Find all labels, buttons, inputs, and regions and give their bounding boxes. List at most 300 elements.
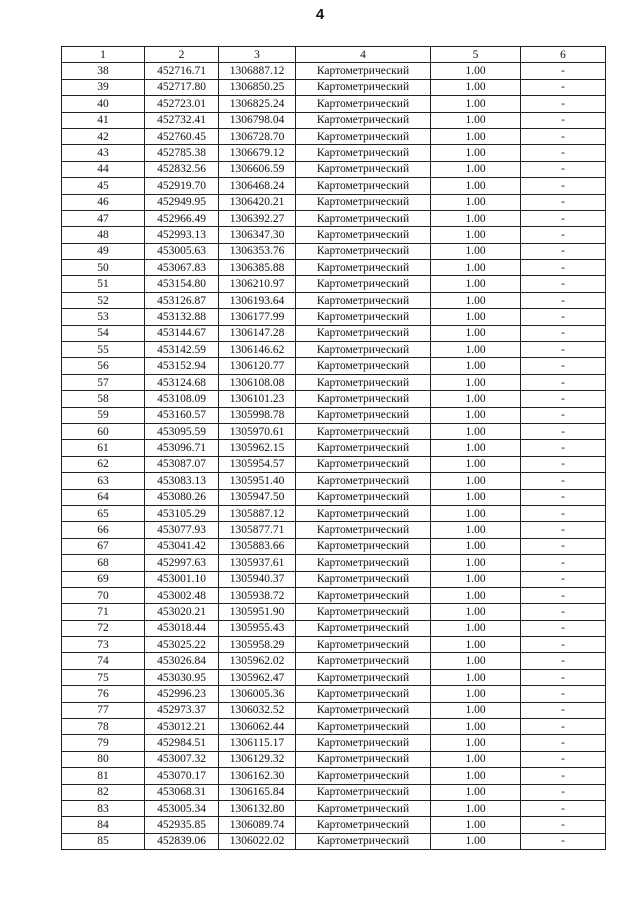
y-coordinate-cell: 1306887.12 — [219, 63, 296, 79]
y-coordinate-cell: 1306089.74 — [219, 817, 296, 833]
method-cell: Картометрический — [296, 440, 431, 456]
table-row — [62, 702, 606, 718]
note-cell: - — [521, 194, 606, 210]
point-number-cell: 42 — [62, 128, 145, 144]
accuracy-cell: 1.00 — [431, 112, 521, 128]
column-header: 2 — [145, 47, 219, 63]
accuracy-cell: 1.00 — [431, 161, 521, 177]
y-coordinate-cell: 1305887.12 — [219, 505, 296, 521]
x-coordinate-cell: 452935.85 — [145, 817, 219, 833]
x-coordinate-cell: 453096.71 — [145, 440, 219, 456]
table-row — [62, 128, 606, 144]
method-cell: Картометрический — [296, 686, 431, 702]
point-number-cell: 78 — [62, 719, 145, 735]
method-cell: Картометрический — [296, 637, 431, 653]
note-cell: - — [521, 161, 606, 177]
y-coordinate-cell: 1306392.27 — [219, 210, 296, 226]
accuracy-cell: 1.00 — [431, 538, 521, 554]
y-coordinate-cell: 1306165.84 — [219, 784, 296, 800]
method-cell: Картометрический — [296, 456, 431, 472]
table-row — [62, 686, 606, 702]
y-coordinate-cell: 1306347.30 — [219, 227, 296, 243]
y-coordinate-cell: 1305962.02 — [219, 653, 296, 669]
accuracy-cell: 1.00 — [431, 194, 521, 210]
accuracy-cell: 1.00 — [431, 374, 521, 390]
method-cell: Картометрический — [296, 407, 431, 423]
method-cell: Картометрический — [296, 260, 431, 276]
note-cell: - — [521, 276, 606, 292]
note-cell: - — [521, 112, 606, 128]
x-coordinate-cell: 452966.49 — [145, 210, 219, 226]
table-row — [62, 423, 606, 439]
column-header: 1 — [62, 47, 145, 63]
table-row — [62, 571, 606, 587]
point-number-cell: 53 — [62, 309, 145, 325]
y-coordinate-cell: 1306101.23 — [219, 391, 296, 407]
note-cell: - — [521, 440, 606, 456]
page-number: 4 — [315, 6, 325, 23]
method-cell: Картометрический — [296, 522, 431, 538]
method-cell: Картометрический — [296, 161, 431, 177]
method-cell: Картометрический — [296, 145, 431, 161]
y-coordinate-cell: 1306129.32 — [219, 751, 296, 767]
note-cell: - — [521, 702, 606, 718]
point-number-cell: 49 — [62, 243, 145, 259]
table-row — [62, 260, 606, 276]
point-number-cell: 54 — [62, 325, 145, 341]
point-number-cell: 74 — [62, 653, 145, 669]
point-number-cell: 47 — [62, 210, 145, 226]
x-coordinate-cell: 452716.71 — [145, 63, 219, 79]
note-cell: - — [521, 735, 606, 751]
x-coordinate-cell: 453025.22 — [145, 637, 219, 653]
table-row — [62, 96, 606, 112]
table-row — [62, 194, 606, 210]
table-row — [62, 538, 606, 554]
x-coordinate-cell: 453083.13 — [145, 473, 219, 489]
y-coordinate-cell: 1306108.08 — [219, 374, 296, 390]
note-cell: - — [521, 342, 606, 358]
table-row — [62, 800, 606, 816]
accuracy-cell: 1.00 — [431, 292, 521, 308]
method-cell: Картометрический — [296, 669, 431, 685]
point-number-cell: 66 — [62, 522, 145, 538]
note-cell: - — [521, 637, 606, 653]
x-coordinate-cell: 452984.51 — [145, 735, 219, 751]
note-cell: - — [521, 817, 606, 833]
column-header: 5 — [431, 47, 521, 63]
accuracy-cell: 1.00 — [431, 489, 521, 505]
note-cell: - — [521, 358, 606, 374]
point-number-cell: 50 — [62, 260, 145, 276]
method-cell: Картометрический — [296, 702, 431, 718]
method-cell: Картометрический — [296, 358, 431, 374]
method-cell: Картометрический — [296, 112, 431, 128]
note-cell: - — [521, 522, 606, 538]
method-cell: Картометрический — [296, 800, 431, 816]
table-row — [62, 735, 606, 751]
point-number-cell: 43 — [62, 145, 145, 161]
x-coordinate-cell: 452919.70 — [145, 178, 219, 194]
y-coordinate-cell: 1306679.12 — [219, 145, 296, 161]
note-cell: - — [521, 391, 606, 407]
point-number-cell: 65 — [62, 505, 145, 521]
x-coordinate-cell: 452996.23 — [145, 686, 219, 702]
method-cell: Картометрический — [296, 505, 431, 521]
x-coordinate-cell: 453154.80 — [145, 276, 219, 292]
table-row — [62, 817, 606, 833]
point-number-cell: 77 — [62, 702, 145, 718]
point-number-cell: 72 — [62, 620, 145, 636]
accuracy-cell: 1.00 — [431, 751, 521, 767]
point-number-cell: 68 — [62, 555, 145, 571]
x-coordinate-cell: 453152.94 — [145, 358, 219, 374]
method-cell: Картометрический — [296, 587, 431, 603]
y-coordinate-cell: 1306385.88 — [219, 260, 296, 276]
table-row — [62, 161, 606, 177]
table-row — [62, 637, 606, 653]
method-cell: Картометрический — [296, 719, 431, 735]
method-cell: Картометрический — [296, 276, 431, 292]
x-coordinate-cell: 453018.44 — [145, 620, 219, 636]
x-coordinate-cell: 453080.26 — [145, 489, 219, 505]
y-coordinate-cell: 1306606.59 — [219, 161, 296, 177]
y-coordinate-cell: 1306120.77 — [219, 358, 296, 374]
method-cell: Картометрический — [296, 833, 431, 849]
note-cell: - — [521, 309, 606, 325]
x-coordinate-cell: 453087.07 — [145, 456, 219, 472]
note-cell: - — [521, 128, 606, 144]
point-number-cell: 73 — [62, 637, 145, 653]
accuracy-cell: 1.00 — [431, 833, 521, 849]
point-number-cell: 71 — [62, 604, 145, 620]
accuracy-cell: 1.00 — [431, 145, 521, 161]
y-coordinate-cell: 1306468.24 — [219, 178, 296, 194]
table-row — [62, 309, 606, 325]
method-cell: Картометрический — [296, 604, 431, 620]
note-cell: - — [521, 243, 606, 259]
accuracy-cell: 1.00 — [431, 620, 521, 636]
method-cell: Картометрический — [296, 342, 431, 358]
table-row — [62, 391, 606, 407]
note-cell: - — [521, 686, 606, 702]
method-cell: Картометрический — [296, 79, 431, 95]
note-cell: - — [521, 423, 606, 439]
y-coordinate-cell: 1305970.61 — [219, 423, 296, 439]
method-cell: Картометрический — [296, 194, 431, 210]
table-row — [62, 112, 606, 128]
note-cell: - — [521, 145, 606, 161]
note-cell: - — [521, 407, 606, 423]
accuracy-cell: 1.00 — [431, 702, 521, 718]
y-coordinate-cell: 1306177.99 — [219, 309, 296, 325]
column-header: 4 — [296, 47, 431, 63]
point-number-cell: 79 — [62, 735, 145, 751]
point-number-cell: 64 — [62, 489, 145, 505]
point-number-cell: 52 — [62, 292, 145, 308]
table-row — [62, 751, 606, 767]
accuracy-cell: 1.00 — [431, 96, 521, 112]
note-cell: - — [521, 587, 606, 603]
x-coordinate-cell: 453001.10 — [145, 571, 219, 587]
x-coordinate-cell: 453132.88 — [145, 309, 219, 325]
accuracy-cell: 1.00 — [431, 407, 521, 423]
y-coordinate-cell: 1305958.29 — [219, 637, 296, 653]
x-coordinate-cell: 452973.37 — [145, 702, 219, 718]
x-coordinate-cell: 453030.95 — [145, 669, 219, 685]
x-coordinate-cell: 452760.45 — [145, 128, 219, 144]
y-coordinate-cell: 1305937.61 — [219, 555, 296, 571]
accuracy-cell: 1.00 — [431, 735, 521, 751]
accuracy-cell: 1.00 — [431, 260, 521, 276]
point-number-cell: 83 — [62, 800, 145, 816]
table-row — [62, 243, 606, 259]
accuracy-cell: 1.00 — [431, 210, 521, 226]
accuracy-cell: 1.00 — [431, 342, 521, 358]
y-coordinate-cell: 1305951.40 — [219, 473, 296, 489]
accuracy-cell: 1.00 — [431, 227, 521, 243]
point-number-cell: 40 — [62, 96, 145, 112]
note-cell: - — [521, 227, 606, 243]
point-number-cell: 61 — [62, 440, 145, 456]
table-row — [62, 407, 606, 423]
point-number-cell: 57 — [62, 374, 145, 390]
note-cell: - — [521, 719, 606, 735]
method-cell: Картометрический — [296, 374, 431, 390]
method-cell: Картометрический — [296, 555, 431, 571]
table-row — [62, 358, 606, 374]
x-coordinate-cell: 452997.63 — [145, 555, 219, 571]
note-cell: - — [521, 178, 606, 194]
accuracy-cell: 1.00 — [431, 784, 521, 800]
accuracy-cell: 1.00 — [431, 686, 521, 702]
x-coordinate-cell: 453067.83 — [145, 260, 219, 276]
x-coordinate-cell: 453026.84 — [145, 653, 219, 669]
y-coordinate-cell: 1306132.80 — [219, 800, 296, 816]
method-cell: Картометрический — [296, 243, 431, 259]
column-header: 3 — [219, 47, 296, 63]
x-coordinate-cell: 453108.09 — [145, 391, 219, 407]
y-coordinate-cell: 1305947.50 — [219, 489, 296, 505]
note-cell: - — [521, 538, 606, 554]
method-cell: Картометрический — [296, 538, 431, 554]
note-cell: - — [521, 79, 606, 95]
note-cell: - — [521, 505, 606, 521]
point-number-cell: 82 — [62, 784, 145, 800]
note-cell: - — [521, 555, 606, 571]
note-cell: - — [521, 260, 606, 276]
table-row — [62, 620, 606, 636]
table-row — [62, 768, 606, 784]
method-cell: Картометрический — [296, 571, 431, 587]
accuracy-cell: 1.00 — [431, 440, 521, 456]
x-coordinate-cell: 453095.59 — [145, 423, 219, 439]
point-number-cell: 59 — [62, 407, 145, 423]
table-row — [62, 719, 606, 735]
point-number-cell: 70 — [62, 587, 145, 603]
y-coordinate-cell: 1305955.43 — [219, 620, 296, 636]
table-row — [62, 145, 606, 161]
point-number-cell: 75 — [62, 669, 145, 685]
x-coordinate-cell: 452949.95 — [145, 194, 219, 210]
point-number-cell: 69 — [62, 571, 145, 587]
accuracy-cell: 1.00 — [431, 719, 521, 735]
point-number-cell: 41 — [62, 112, 145, 128]
y-coordinate-cell: 1305951.90 — [219, 604, 296, 620]
y-coordinate-cell: 1306146.62 — [219, 342, 296, 358]
accuracy-cell: 1.00 — [431, 800, 521, 816]
x-coordinate-cell: 453124.68 — [145, 374, 219, 390]
accuracy-cell: 1.00 — [431, 505, 521, 521]
table-row — [62, 522, 606, 538]
note-cell: - — [521, 653, 606, 669]
method-cell: Картометрический — [296, 178, 431, 194]
accuracy-cell: 1.00 — [431, 178, 521, 194]
method-cell: Картометрический — [296, 489, 431, 505]
table-row — [62, 63, 606, 79]
point-number-cell: 44 — [62, 161, 145, 177]
note-cell: - — [521, 800, 606, 816]
point-number-cell: 81 — [62, 768, 145, 784]
table-row — [62, 473, 606, 489]
point-number-cell: 51 — [62, 276, 145, 292]
table-row — [62, 833, 606, 849]
table-row — [62, 227, 606, 243]
accuracy-cell: 1.00 — [431, 555, 521, 571]
x-coordinate-cell: 453002.48 — [145, 587, 219, 603]
y-coordinate-cell: 1305883.66 — [219, 538, 296, 554]
y-coordinate-cell: 1306022.02 — [219, 833, 296, 849]
accuracy-cell: 1.00 — [431, 571, 521, 587]
table-row — [62, 555, 606, 571]
point-number-cell: 67 — [62, 538, 145, 554]
x-coordinate-cell: 453005.34 — [145, 800, 219, 816]
table-row — [62, 505, 606, 521]
x-coordinate-cell: 453105.29 — [145, 505, 219, 521]
accuracy-cell: 1.00 — [431, 243, 521, 259]
accuracy-cell: 1.00 — [431, 325, 521, 341]
x-coordinate-cell: 452732.41 — [145, 112, 219, 128]
accuracy-cell: 1.00 — [431, 817, 521, 833]
accuracy-cell: 1.00 — [431, 587, 521, 603]
point-number-cell: 56 — [62, 358, 145, 374]
method-cell: Картометрический — [296, 391, 431, 407]
note-cell: - — [521, 489, 606, 505]
y-coordinate-cell: 1306420.21 — [219, 194, 296, 210]
y-coordinate-cell: 1306162.30 — [219, 768, 296, 784]
y-coordinate-cell: 1306032.52 — [219, 702, 296, 718]
accuracy-cell: 1.00 — [431, 423, 521, 439]
note-cell: - — [521, 374, 606, 390]
point-number-cell: 45 — [62, 178, 145, 194]
x-coordinate-cell: 453007.32 — [145, 751, 219, 767]
table-row — [62, 178, 606, 194]
point-number-cell: 39 — [62, 79, 145, 95]
x-coordinate-cell: 452723.01 — [145, 96, 219, 112]
table-row — [62, 669, 606, 685]
y-coordinate-cell: 1306115.17 — [219, 735, 296, 751]
point-number-cell: 84 — [62, 817, 145, 833]
method-cell: Картометрический — [296, 325, 431, 341]
method-cell: Картометрический — [296, 784, 431, 800]
x-coordinate-cell: 452717.80 — [145, 79, 219, 95]
table-header-row — [62, 47, 606, 63]
y-coordinate-cell: 1305877.71 — [219, 522, 296, 538]
method-cell: Картометрический — [296, 768, 431, 784]
table-row — [62, 440, 606, 456]
y-coordinate-cell: 1306147.28 — [219, 325, 296, 341]
table-row — [62, 587, 606, 603]
note-cell: - — [521, 784, 606, 800]
x-coordinate-cell: 453012.21 — [145, 719, 219, 735]
note-cell: - — [521, 292, 606, 308]
y-coordinate-cell: 1306193.64 — [219, 292, 296, 308]
table-row — [62, 456, 606, 472]
note-cell: - — [521, 620, 606, 636]
accuracy-cell: 1.00 — [431, 79, 521, 95]
method-cell: Картометрический — [296, 227, 431, 243]
x-coordinate-cell: 453020.21 — [145, 604, 219, 620]
method-cell: Картометрический — [296, 735, 431, 751]
accuracy-cell: 1.00 — [431, 309, 521, 325]
accuracy-cell: 1.00 — [431, 456, 521, 472]
coordinates-table — [61, 46, 606, 850]
y-coordinate-cell: 1306728.70 — [219, 128, 296, 144]
table-row — [62, 325, 606, 341]
y-coordinate-cell: 1305940.37 — [219, 571, 296, 587]
x-coordinate-cell: 452785.38 — [145, 145, 219, 161]
y-coordinate-cell: 1306062.44 — [219, 719, 296, 735]
accuracy-cell: 1.00 — [431, 637, 521, 653]
table-row — [62, 79, 606, 95]
x-coordinate-cell: 453070.17 — [145, 768, 219, 784]
accuracy-cell: 1.00 — [431, 669, 521, 685]
point-number-cell: 55 — [62, 342, 145, 358]
method-cell: Картометрический — [296, 210, 431, 226]
x-coordinate-cell: 453144.67 — [145, 325, 219, 341]
y-coordinate-cell: 1305938.72 — [219, 587, 296, 603]
accuracy-cell: 1.00 — [431, 604, 521, 620]
x-coordinate-cell: 453077.93 — [145, 522, 219, 538]
method-cell: Картометрический — [296, 817, 431, 833]
x-coordinate-cell: 453160.57 — [145, 407, 219, 423]
y-coordinate-cell: 1305962.47 — [219, 669, 296, 685]
table-row — [62, 653, 606, 669]
point-number-cell: 48 — [62, 227, 145, 243]
y-coordinate-cell: 1306850.25 — [219, 79, 296, 95]
y-coordinate-cell: 1306798.04 — [219, 112, 296, 128]
table-row — [62, 210, 606, 226]
method-cell: Картометрический — [296, 96, 431, 112]
point-number-cell: 85 — [62, 833, 145, 849]
point-number-cell: 60 — [62, 423, 145, 439]
table-body — [62, 63, 606, 850]
accuracy-cell: 1.00 — [431, 63, 521, 79]
accuracy-cell: 1.00 — [431, 128, 521, 144]
accuracy-cell: 1.00 — [431, 653, 521, 669]
accuracy-cell: 1.00 — [431, 276, 521, 292]
method-cell: Картометрический — [296, 292, 431, 308]
y-coordinate-cell: 1306825.24 — [219, 96, 296, 112]
method-cell: Картометрический — [296, 653, 431, 669]
table-row — [62, 342, 606, 358]
column-header: 6 — [521, 47, 606, 63]
note-cell: - — [521, 63, 606, 79]
note-cell: - — [521, 96, 606, 112]
x-coordinate-cell: 453041.42 — [145, 538, 219, 554]
accuracy-cell: 1.00 — [431, 522, 521, 538]
note-cell: - — [521, 473, 606, 489]
